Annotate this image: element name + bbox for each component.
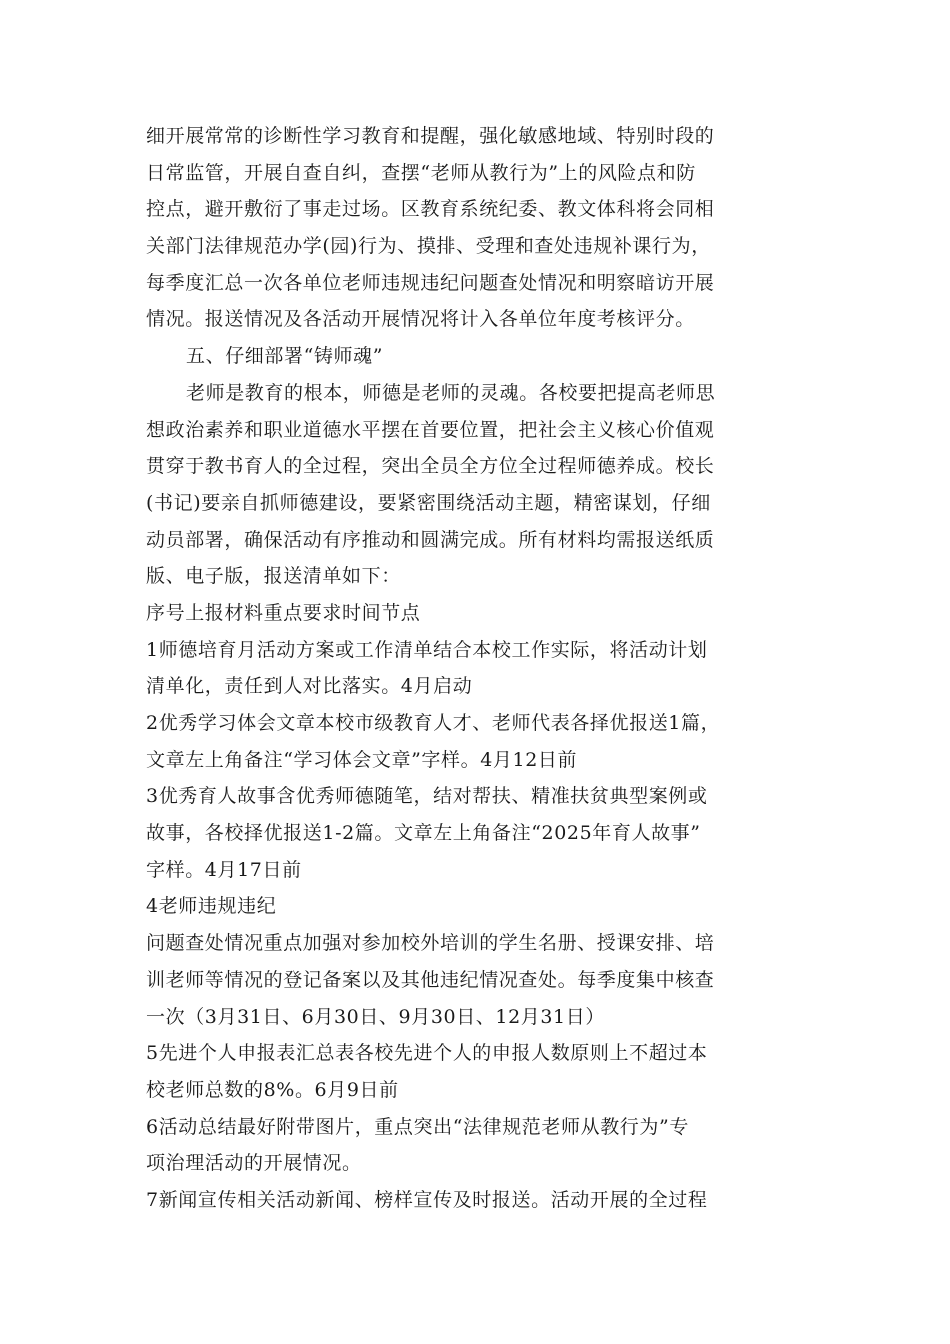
- list-item-line: 一次（3月31日、6月30日、9月30日、12月31日）: [146, 1005, 605, 1028]
- list-header-line: 序号上报材料重点要求时间节点: [146, 601, 421, 624]
- section-heading: 五、仔细部署“铸师魂”: [186, 345, 384, 368]
- body-text-line: 情况。报送情况及各活动开展情况将计入各单位年度考核评分。: [146, 308, 695, 331]
- list-item-line: 5先进个人申报表汇总表各校先进个人的申报人数原则上不超过本: [146, 1042, 708, 1065]
- body-text-line: (书记)要亲自抓师德建设，要紧密围绕活动主题，精密谋划，仔细: [146, 491, 711, 514]
- list-item-line: 7新闻宣传相关活动新闻、榜样宣传及时报送。活动开展的全过程: [146, 1188, 708, 1211]
- body-text-line: 每季度汇总一次各单位老师违规违纪问题查处情况和明察暗访开展: [146, 271, 715, 294]
- list-item-line: 2优秀学习体会文章本校市级教育人才、老师代表各择优报送1篇，: [146, 712, 721, 734]
- body-text-line: 贯穿于教书育人的全过程，突出全员全方位全过程师德养成。校长: [146, 455, 715, 478]
- document-page: [146, 118, 806, 1219]
- list-item-line: 问题查处情况重点加强对参加校外培训的学生名册、授课安排、培: [146, 932, 715, 955]
- list-item-line: 校老师总数的8%。6月9日前: [146, 1078, 399, 1101]
- list-item-line: 故事，各校择优报送1-2篇。文章左上角备注“2025年育人故事”: [146, 822, 701, 845]
- list-item-line: 文章左上角备注“学习体会文章”字样。4月12日前: [146, 748, 578, 771]
- list-item-line: 4老师违规违纪: [146, 895, 277, 918]
- list-item-line: 1师德培育月活动方案或工作清单结合本校工作实际，将活动计划: [146, 638, 708, 661]
- body-text-line: 控点，避开敷衍了事走过场。区教育系统纪委、教文体科将会同相: [146, 198, 715, 221]
- list-item-line: 清单化，责任到人对比落实。4月启动: [146, 675, 473, 698]
- body-text-line: 版、电子版，报送清单如下：: [146, 565, 401, 588]
- paragraph-first-line: 老师是教育的根本，师德是老师的灵魂。各校要把提高老师思: [186, 381, 716, 404]
- list-item-line: 3优秀育人故事含优秀师德随笔，结对帮扶、精准扶贫典型案例或: [146, 785, 708, 808]
- body-text-line: 细开展常常的诊断性学习教育和提醒，强化敏感地域、特别时段的: [146, 125, 715, 147]
- body-text-line: 动员部署，确保活动有序推动和圆满完成。所有材料均需报送纸质: [146, 528, 715, 551]
- list-item-line: 字样。4月17日前: [146, 858, 302, 881]
- body-text-line: 想政治素养和职业道德水平摆在首要位置，把社会主义核心价值观: [146, 418, 715, 441]
- body-text-line: 日常监管，开展自查自纠，查摆“老师从教行为”上的风险点和防: [146, 161, 696, 184]
- list-item-line: 6活动总结最好附带图片，重点突出“法律规范老师从教行为”专: [146, 1115, 689, 1138]
- list-item-line: 项治理活动的开展情况。: [146, 1152, 362, 1175]
- body-text-line: 关部门法律规范办学(园)行为、摸排、受理和查处违规补课行为，: [146, 235, 711, 258]
- list-item-line: 训老师等情况的登记备案以及其他违纪情况查处。每季度集中核查: [146, 968, 715, 991]
